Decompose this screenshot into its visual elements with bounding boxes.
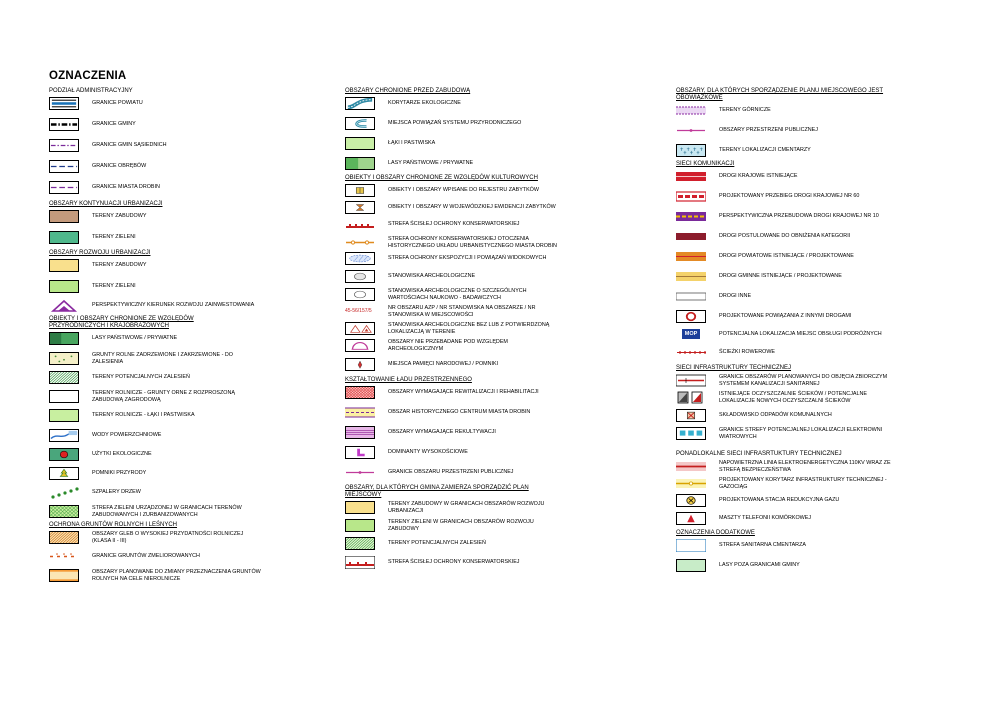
section-header: OCHRONA GRUNTÓW ROLNYCH I LEŚNYCH (49, 522, 178, 528)
legend-item-label: MASZTY TELEFONII KOMÓRKOWEJ (719, 515, 812, 522)
wind-farm-zone-icon (676, 427, 706, 440)
strict-conservation-zone-icon (345, 218, 375, 231)
legend-item (49, 352, 279, 365)
landfill-icon (676, 409, 706, 422)
legend-item-label: SKŁADOWISKO ODPADÓW KOMUNALNYCH (719, 412, 832, 419)
legend-item (49, 299, 279, 312)
legend-item (49, 390, 279, 403)
forest-icon (49, 332, 79, 345)
legend-item-label: TERENY ZIELENI (92, 234, 136, 241)
drained-land-icon (49, 550, 79, 563)
section-header: OBIEKTY I OBSZARY CHRONIONE ZE WZGLĘDÓW PRZYRODNICZYCH I KRAJOBRAZOWYCH (49, 316, 194, 329)
view-protection-icon (345, 252, 375, 265)
legend-item-label: DROGI POWIATOWE ISTNIEJĄCE / PROJEKTOWANE (719, 253, 854, 260)
high-quality-soil-icon (49, 531, 79, 544)
legend-item-label: STREFA ŚCISŁEJ OCHRONY KONSERWATORSKIEJ (388, 559, 520, 566)
legend-item-label: ŚCIEŻKI ROWEROWE (719, 349, 776, 356)
legend-item-label: PERSPEKTYWICZNA PRZEBUDOWA DROGI KRAJOWEJ NR 10 (719, 213, 879, 220)
land-conversion-icon (49, 569, 79, 582)
legend-item (676, 539, 916, 552)
legend-item-label: PROJEKTOWANA STACJA REDUKCYJNA GAZU (719, 497, 840, 504)
legend-item (676, 170, 916, 183)
legend-item-label: UŻYTKI EKOLOGICZNE (92, 451, 152, 458)
legend-item (676, 328, 916, 341)
section-header: KSZTAŁTOWANIE ŁADU PRZESTRZENNEGO (345, 377, 472, 383)
legend-item-label: DROGI GMINNE ISTNIEJĄCE / PROJEKTOWANE (719, 273, 842, 280)
legend-item-label: OBSZAR HISTORYCZNEGO CENTRUM MIASTA DROBIN (388, 409, 531, 416)
legend-item-label: OBIEKTY I OBSZARY WPISANE DO REJESTRU ZABYTKÓW (388, 187, 539, 194)
sewage-plant-icon (676, 391, 706, 404)
legend-item (49, 280, 279, 293)
legend-item (49, 531, 279, 544)
legend-item-label: NR OBSZARU AZP / NR STANOWISKA NA OBSZARZE / NR STANOWISKA W MIEJSCOWOŚCI (388, 305, 536, 318)
national-road-icon (676, 170, 706, 183)
legend-item-label: GRANICE OBSZARÓW PLANOWANYCH DO OBJĘCIA ZBIORCZYM SYSTEMEM KANALIZACJI SANITARNEJ (719, 374, 888, 387)
legend-item (49, 486, 279, 499)
cemetery-sanitary-zone-icon (676, 539, 706, 552)
legend-item-label: GRUNTY ROLNE ZADRZEWIONE I ZAKRZEWIONE - DO ZALESIENIA (92, 352, 233, 365)
legend-item (345, 386, 575, 399)
legend-item-label: TERENY ROLNICZE - ŁĄKI I PASTWISKA (92, 412, 195, 419)
section-header: SIECI KOMUNIKACJI (676, 161, 735, 167)
legend-item-label: STREFA ZIELENI URZĄDZONEJ W GRANICACH TERENÓW ZABUDOWANYCH I ZURBANIZOWANYCH (92, 505, 242, 518)
legend-item-label: OBSZARY PRZESTRZENI PUBLICZNEJ (719, 127, 818, 134)
legend-item-label: STANOWISKA ARCHEOLOGICZNE (388, 273, 476, 280)
afforestation-hatch-icon (49, 371, 79, 384)
legend-item-label: TERENY LOKALIZACJI CMENTARZY (719, 147, 811, 154)
cemetery-area-icon (676, 144, 706, 157)
legend-item-label: ŁĄKI I PASTWISKA (388, 140, 436, 147)
legend-item-label: LASY PAŃSTWOWE / PRYWATNE (92, 335, 178, 342)
legend-item (676, 290, 916, 303)
historic-layout-zone-icon (345, 236, 375, 249)
legend-item (345, 252, 575, 265)
nature-monument-icon (49, 467, 79, 480)
urban-green-zone-icon (49, 505, 79, 518)
legend-item-label: SZPALERY DRZEW (92, 489, 141, 496)
cell-mast-icon (676, 512, 706, 525)
valuable-archaeological-site-icon (345, 288, 375, 301)
neighbor-commune-boundary-icon (49, 139, 79, 152)
legend-item-label: WODY POWIERZCHNIOWE (92, 432, 162, 439)
legend-item-label: DROGI POSTULOWANE DO OBNIŻENIA KATEGORII (719, 233, 851, 240)
legend-item (676, 210, 916, 223)
legend-item-label: LASY POZA GRANICAMI GMINY (719, 562, 800, 569)
legend-item (345, 519, 575, 532)
legend-item (345, 322, 575, 335)
legend-item-label: GRANICE POWIATU (92, 100, 143, 107)
legend-item-label: PROJEKTOWANY KORYTARZ INFRASTRUKTURY TECHNICZNEJ - GAZOCIĄG (719, 477, 887, 490)
legend-item (49, 97, 279, 110)
unexplored-area-icon (345, 339, 375, 352)
legend-item-label: GRANICE MIASTA DROBIN (92, 184, 160, 191)
azp-number-icon (345, 305, 375, 318)
legend-item-label: DROGI KRAJOWE ISTNIEJĄCE (719, 173, 798, 180)
bicycle-path-icon (676, 346, 706, 359)
reclamation-area-icon (345, 426, 375, 439)
voivodeship-register-icon (345, 201, 375, 214)
legend-item (676, 250, 916, 263)
height-landmark-icon (345, 446, 375, 459)
legend-item-label: GRANICE GMIN SĄSIEDNICH (92, 142, 167, 149)
legend-item-label: PROJEKTOWANY PRZEBIEG DROGI KRAJOWEJ NR 60 (719, 193, 860, 200)
planned-national-road-icon (676, 190, 706, 203)
legend-item (345, 406, 575, 419)
development-direction-icon (49, 299, 79, 312)
legend-item (345, 117, 575, 130)
legend-item-label: GRANICE STREFY POTENCJALNEJ LOKALIZACJI ELEKTROWNI WIATROWYCH (719, 427, 883, 440)
legend-item (676, 310, 916, 323)
legend-item (345, 157, 575, 170)
surface-water-icon (49, 429, 79, 442)
public-space-icon (676, 124, 706, 137)
legend-item (676, 409, 916, 422)
legend-item-label: TERENY GÓRNICZE (719, 107, 771, 114)
legend-item (49, 429, 279, 442)
legend-item-label: OBSZARY WYMAGAJĄCE REKULTYWACJI (388, 429, 496, 436)
legend-item-label: TERENY ZABUDOWY W GRANICACH OBSZARÓW ROZWOJU URBANIZACJI (388, 501, 545, 514)
legend-item-label: DOMINANTY WYSOKOŚCIOWE (388, 449, 468, 456)
precinct-boundary-icon (49, 160, 79, 173)
memorial-site-icon (345, 358, 375, 371)
planned-afforestation-icon (345, 537, 375, 550)
mining-area-icon (676, 104, 706, 117)
legend-item (345, 236, 575, 249)
legend-item (49, 139, 279, 152)
section-header: SIECI INFRASTRUKTURY TECHNICZNEJ (676, 365, 792, 371)
legend-item-label: STREFA OCHRONY KONSERWATORSKIEJ OTOCZENIA HISTORYCZNEGO UKŁADU URBANISTYCZNEGO MIASTA DROBIN (388, 236, 557, 249)
arable-land-icon (49, 390, 79, 403)
section-header: OBSZARY, DLA KTÓRYCH SPORZĄDZENIE PLANU MIEJSCOWEGO JEST OBOWIĄZKOWE (676, 88, 884, 101)
nature-link-icon (345, 117, 375, 130)
legend-item (345, 358, 575, 371)
legend-item-label: ISTNIEJĄCE OCZYSZCZALNIE ŚCIEKÓW / POTENCJALNE LOKALIZACJE NOWYCH OCZYSZCZALNI ŚCIEKÓW (719, 391, 867, 404)
legend-item-label: MIEJSCA PAMIĘCI NARODOWEJ / POMNIKI (388, 361, 499, 368)
legend-item-label: TERENY ROLNICZE - GRUNTY ORNE Z ROZPROSZONĄ ZABUDOWĄ ZAGRODOWĄ (92, 390, 235, 403)
legend-item (345, 288, 575, 301)
legend-item-label: GRANICE OBSZARU PRZESTRZENI PUBLICZNEJ (388, 469, 514, 476)
legend-item-label: LASY PAŃSTWOWE / PRYWATNE (388, 160, 474, 167)
legend-item (676, 144, 916, 157)
legend-item (49, 160, 279, 173)
legend-item (345, 201, 575, 214)
legend-item-label: STREFA OCHRONY EKSPOZYCJI I POWIĄZAŃ WIDOKOWYCH (388, 255, 547, 262)
other-road-icon (676, 290, 706, 303)
legend-item (49, 371, 279, 384)
road-downgrade-icon (676, 230, 706, 243)
legend-item (345, 339, 575, 352)
ecological-site-icon (49, 448, 79, 461)
unconfirmed-site-triangle-icon (345, 322, 375, 335)
legend-title: OZNACZENIA (49, 70, 127, 82)
legend-item-label: TERENY ZABUDOWY (92, 213, 147, 220)
legend-column-3 (676, 88, 916, 572)
historic-centre-icon (345, 406, 375, 419)
section-header: OBSZARY, DLA KTÓRYCH GMINA ZAMIERZA SPORZĄDZIĆ PLAN MIEJSCOWY (345, 485, 529, 498)
town-boundary-icon (49, 181, 79, 194)
legend-item-label: TERENY POTENCJALNYCH ZALESIEŃ (92, 374, 190, 381)
legend-item (345, 426, 575, 439)
forest-outside-commune-icon (676, 559, 706, 572)
planned-green-icon (345, 519, 375, 532)
legend-item-label: DROGI INNE (719, 293, 752, 300)
section-header: OZNACZENIA DODATKOWE (676, 530, 755, 536)
legend-item (345, 501, 575, 514)
legend-item (345, 270, 575, 283)
registered-monument-icon (345, 184, 375, 197)
legend-item-label: TERENY ZIELENI W GRANICACH OBSZARÓW ROZWOJU ZABUDOWY (388, 519, 534, 532)
legend-item (676, 512, 916, 525)
power-line-icon (676, 460, 706, 473)
legend-item-label: POTENCJALNA LOKALIZACJA MIEJSC OBSŁUGI PODRÓŻNYCH (719, 331, 882, 338)
legend-item-label: STREFA ŚCISŁEJ OCHRONY KONSERWATORSKIEJ (388, 221, 520, 228)
green-area-icon (49, 231, 79, 244)
legend-item-label: KORYTARZE EKOLOGICZNE (388, 100, 461, 107)
legend-item-label: OBIEKTY I OBSZARY W WOJEWÓDZKIEJ EWIDENCJI ZABYTKÓW (388, 204, 556, 211)
planned-built-up-icon (345, 501, 375, 514)
meadows-pastures-icon (345, 137, 375, 150)
azp-number-text: 45-56/157/5 (345, 308, 372, 314)
legend-item (345, 218, 575, 231)
legend-item-label: STREFA SANITARNA CMENTARZA (719, 542, 806, 549)
legend-item (676, 494, 916, 507)
legend-item (49, 409, 279, 422)
legend-column-1 (49, 88, 279, 586)
legend-item (345, 537, 575, 550)
legend-item (676, 230, 916, 243)
gas-station-icon (676, 494, 706, 507)
development-green-icon (49, 280, 79, 293)
legend-item-label: TERENY POTENCJALNYCH ZALESIEŃ (388, 540, 486, 547)
legend-item (676, 427, 916, 440)
legend-item (49, 118, 279, 131)
legend-item-label: TERENY ZABUDOWY (92, 262, 147, 269)
legend-item (345, 556, 575, 569)
legend-item (49, 231, 279, 244)
state-private-forest-icon (345, 157, 375, 170)
tree-row-icon (49, 486, 79, 499)
sewer-system-boundary-icon (676, 374, 706, 387)
legend-item-label: PERSPEKTYWICZNY KIERUNEK ROZWOJU ZAINWESTOWANIA (92, 302, 255, 309)
legend-item (676, 124, 916, 137)
section-header: OBSZARY ROZWOJU URBANIZACJI (49, 250, 151, 256)
legend-item-label: GRANICE GRUNTÓW ZMELIOROWANYCH (92, 553, 200, 560)
legend-item (49, 550, 279, 563)
legend-item (49, 210, 279, 223)
ecological-corridor-icon (345, 97, 375, 110)
revitalization-area-icon (345, 386, 375, 399)
built-up-area-icon (49, 210, 79, 223)
development-built-up-icon (49, 259, 79, 272)
legend-item-label: MIEJSCA POWIĄZAŃ SYSTEMU PRZYRODNICZEGO (388, 120, 522, 127)
legend-item-label: POMNIKI PRZYRODY (92, 470, 147, 477)
county-boundary-icon (49, 97, 79, 110)
commune-boundary-icon (49, 118, 79, 131)
archaeological-site-icon (345, 270, 375, 283)
legend-item (345, 97, 575, 110)
legend-item-label: PROJEKTOWANE POWIĄZANIA Z INNYMI DROGAMI (719, 313, 852, 320)
meadow-icon (49, 409, 79, 422)
legend-item (345, 305, 575, 318)
legend-item (676, 477, 916, 490)
legend-item (49, 181, 279, 194)
legend-item (49, 505, 279, 518)
legend-item (49, 332, 279, 345)
legend-item-label: NAPOWIETRZNA LINIA ELEKTROENERGETYCZNA 110KV WRAZ ZE STREFĄ BEZPIECZEŃSTWA (719, 460, 891, 473)
legend-item (676, 374, 916, 387)
mop-text: MOP (682, 329, 700, 339)
legend-item (49, 569, 279, 582)
legend-column-2 (345, 88, 575, 569)
legend-item (676, 460, 916, 473)
legend-item (345, 446, 575, 459)
legend-item (676, 270, 916, 283)
section-header: OBSZARY CHRONIONE PRZED ZABUDOWĄ (345, 88, 471, 94)
section-header: PONADLOKALNE SIECI INFRASRTUKTURY TECHNICZNEJ (676, 451, 842, 457)
future-road-rebuild-icon (676, 210, 706, 223)
road-junction-icon (676, 310, 706, 323)
legend-item-label: STANOWISKA ARCHEOLOGICZNE BEZ LUB Z POTWIERDZONĄ LOKALIZACJĄ W TERENIE (388, 322, 550, 335)
legend-item (345, 466, 575, 479)
legend-item (676, 346, 916, 359)
legend-item (345, 184, 575, 197)
legend-item-label: GRANICE GMINY (92, 121, 136, 128)
legend-item-label: OBSZARY NIE PRZEBADANE POD WZGLĘDEM ARCHEOLOGICZNYM (388, 339, 508, 352)
legend-item (49, 467, 279, 480)
legend-item-label: STANOWISKA ARCHEOLOGICZNE O SZCZEGÓLNYCH WARTOŚCIACH NAUKOWO - BADAWCZYCH (388, 288, 527, 301)
legend-item (676, 190, 916, 203)
legend-item-label: OBSZARY PLANOWANE DO ZMIANY PRZEZNACZENIA GRUNTÓW ROLNYCH NA CELE NIEROLNICZE (92, 569, 261, 582)
county-road-icon (676, 250, 706, 263)
section-header: OBSZARY KONTYNUACJI URBANIZACJI (49, 201, 163, 207)
legend-item-label: GRANICE OBRĘBÓW (92, 163, 147, 170)
section-header: OBIEKTY I OBSZARY CHRONIONE ZE WZGLĘDÓW KULTUROWYCH (345, 175, 538, 181)
mop-service-icon (676, 328, 706, 341)
legend-item (49, 259, 279, 272)
section-header: PODZIAŁ ADMINISTRACYJNY (49, 88, 133, 94)
gas-corridor-icon (676, 477, 706, 490)
legend-item (49, 448, 279, 461)
public-space-boundary-icon (345, 466, 375, 479)
planned-conservation-zone-icon (345, 556, 375, 569)
commune-road-icon (676, 270, 706, 283)
wooded-farmland-icon (49, 352, 79, 365)
legend-item (676, 391, 916, 404)
legend-item (676, 559, 916, 572)
legend-item (676, 104, 916, 117)
legend-item (345, 137, 575, 150)
legend-item-label: TERENY ZIELENI (92, 283, 136, 290)
legend-item-label: OBSZARY GLEB O WYSOKIEJ PRZYDATNOŚCI ROLNICZEJ (KLASA II - III) (92, 531, 244, 544)
legend-item-label: OBSZARY WYMAGAJĄCE REWITALIZACJI I REHABILITACJI (388, 389, 539, 396)
